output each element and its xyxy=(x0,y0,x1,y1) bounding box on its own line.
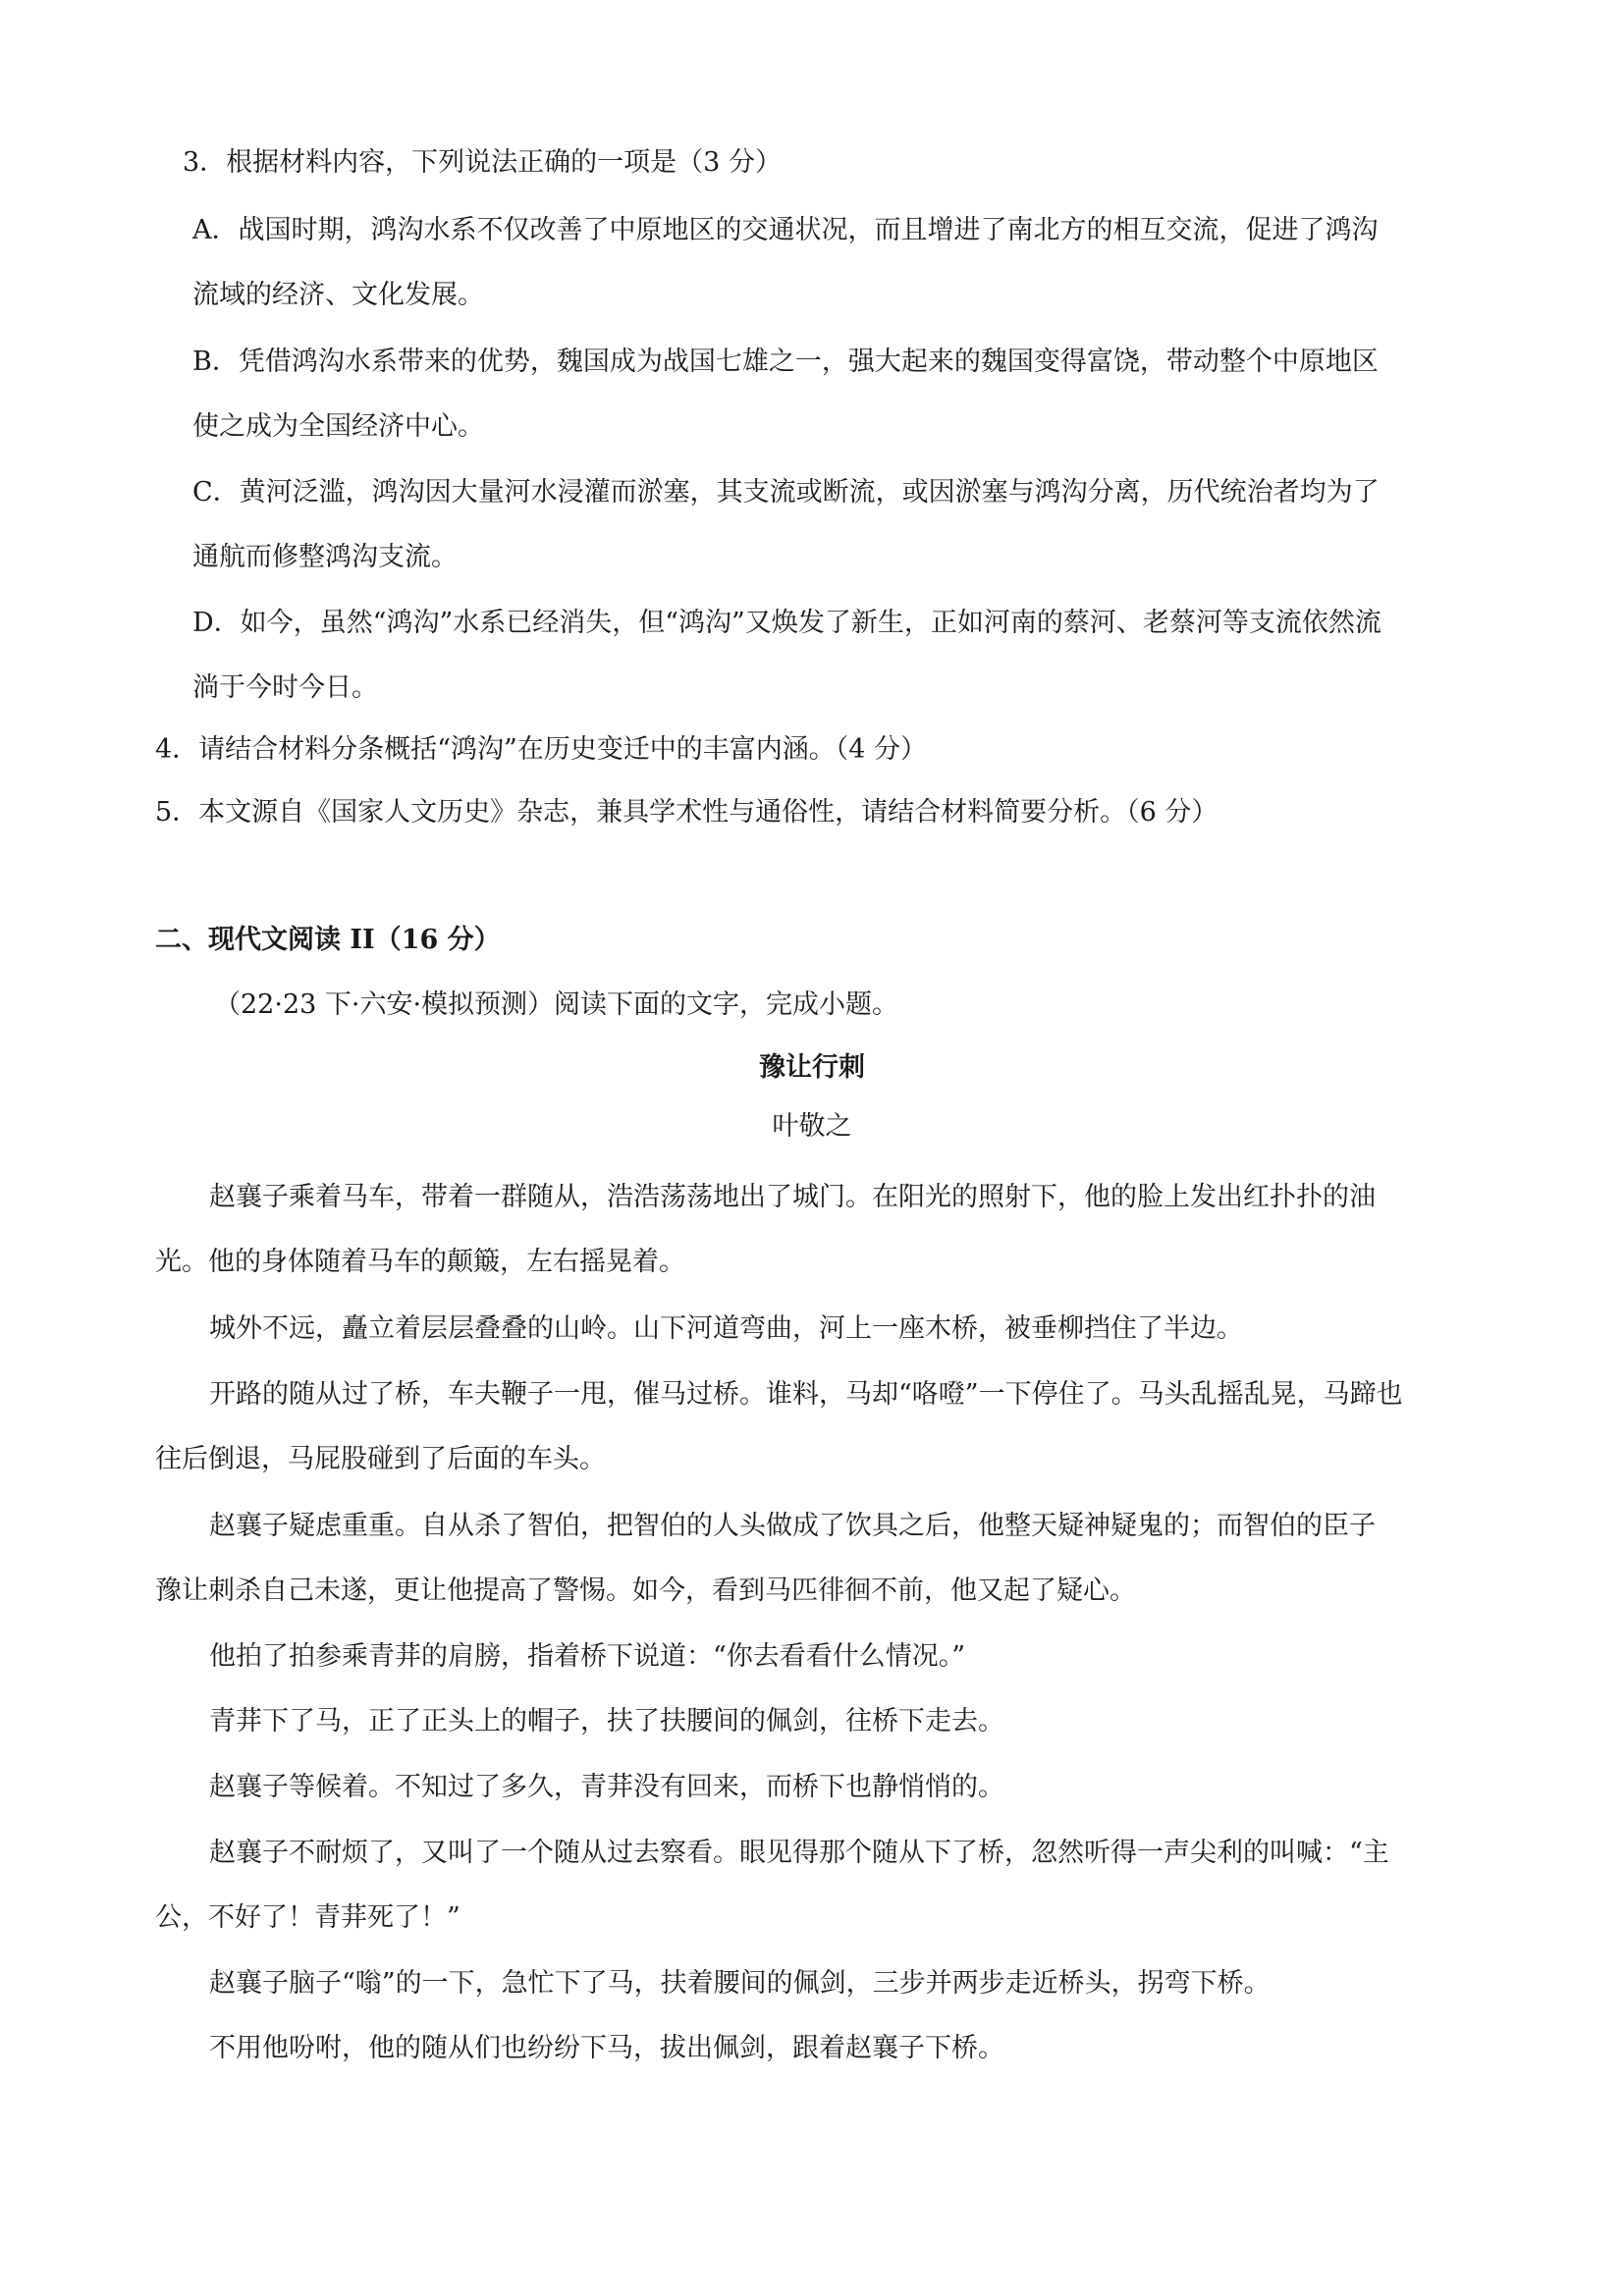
q3-option-b-line2: 使之成为全国经济中心。 xyxy=(192,411,484,442)
story-para-line: 光。他的身体随着马车的颠簸，左右摇晃着。 xyxy=(155,1247,685,1277)
story-para-line: 开路的随从过了桥，车夫鞭子一甩，催马过桥。谁料，马却“咯噔”一下停住了。马头乱摇乱晃，马蹄也 xyxy=(209,1379,1403,1410)
story-para-line: 赵襄子乘着马车，带着一群随从，浩浩荡荡地出了城门。在阳光的照射下，他的脸上发出红扑扑的油 xyxy=(209,1182,1376,1212)
q4-text: 4．请结合材料分条概括“鸿沟”在历史变迁中的丰富内涵。（4 分） xyxy=(155,734,928,765)
q3-stem: 3．根据材料内容，下列说法正确的一项是（3 分） xyxy=(183,147,782,178)
story-para-line: 赵襄子脑子“嗡”的一下，急忙下了马，扶着腰间的佩剑，三步并两步走近桥头，拐弯下桥。 xyxy=(209,1968,1271,1999)
story-title: 豫让行刺 xyxy=(759,1052,865,1083)
q3-option-d-line2: 淌于今时今日。 xyxy=(192,672,378,703)
q5-text: 5．本文源自《国家人文历史》杂志，兼具学术性与通俗性，请结合材料简要分析。（6 分） xyxy=(155,797,1218,828)
story-para-line: 他拍了拍参乘青荓的肩膀，指着桥下说道：“你去看看什么情况。” xyxy=(209,1641,966,1672)
story-author: 叶敬之 xyxy=(772,1111,852,1142)
q3-option-c-line2: 通航而修整鸿沟支流。 xyxy=(192,542,458,572)
story-para-line: 豫让刺杀自己未遂，更让他提高了警惕。如今，看到马匹徘徊不前，他又起了疑心。 xyxy=(155,1575,1136,1606)
q3-option-a-line1: A．战国时期，鸿沟水系不仅改善了中原地区的交通状况，而且增进了南北方的相互交流，促进了鸿沟 xyxy=(192,215,1379,245)
section-heading: 二、现代文阅读 II（16 分） xyxy=(155,925,501,955)
section-intro: （22·23 下·六安·模拟预测）阅读下面的文字，完成小题。 xyxy=(214,989,899,1020)
story-para-line: 青荓下了马，正了正头上的帽子，扶了扶腰间的佩剑，往桥下走去。 xyxy=(209,1706,1004,1736)
story-para-line: 城外不远，矗立着层层叠叠的山岭。山下河道弯曲，河上一座木桥，被垂柳挡住了半边。 xyxy=(209,1313,1243,1344)
q3-option-d-line1: D．如今，虽然“鸿沟”水系已经消失，但“鸿沟”又焕发了新生，正如河南的蔡河、老蔡河等支流依然流 xyxy=(192,608,1381,638)
q3-option-a-line2: 流域的经济、文化发展。 xyxy=(192,280,484,310)
q3-option-c-line1: C．黄河泛滥，鸿沟因大量河水浸灌而淤塞，其支流或断流，或因淤塞与鸿沟分离，历代统治者均为了 xyxy=(192,477,1380,507)
story-para-line: 赵襄子不耐烦了，又叫了一个随从过去察看。眼见得那个随从下了桥，忽然听得一声尖利的叫喊：“主 xyxy=(209,1838,1389,1868)
q3-option-b-line1: B．凭借鸿沟水系带来的优势，魏国成为战国七雄之一，强大起来的魏国变得富饶，带动整个中原地区 xyxy=(192,347,1379,377)
story-para-line: 赵襄子疑虑重重。自从杀了智伯，把智伯的人头做成了饮具之后，他整天疑神疑鬼的；而智伯的臣子 xyxy=(209,1511,1376,1541)
story-para-line: 不用他吩咐，他的随从们也纷纷下马，拔出佩剑，跟着赵襄子下桥。 xyxy=(209,2033,1004,2063)
story-para-line: 往后倒退，马屁股碰到了后面的车头。 xyxy=(155,1444,606,1474)
story-para-line: 公，不好了！青荓死了！” xyxy=(155,1902,460,1933)
story-para-line: 赵襄子等候着。不知过了多久，青荓没有回来，而桥下也静悄悄的。 xyxy=(209,1772,1004,1802)
